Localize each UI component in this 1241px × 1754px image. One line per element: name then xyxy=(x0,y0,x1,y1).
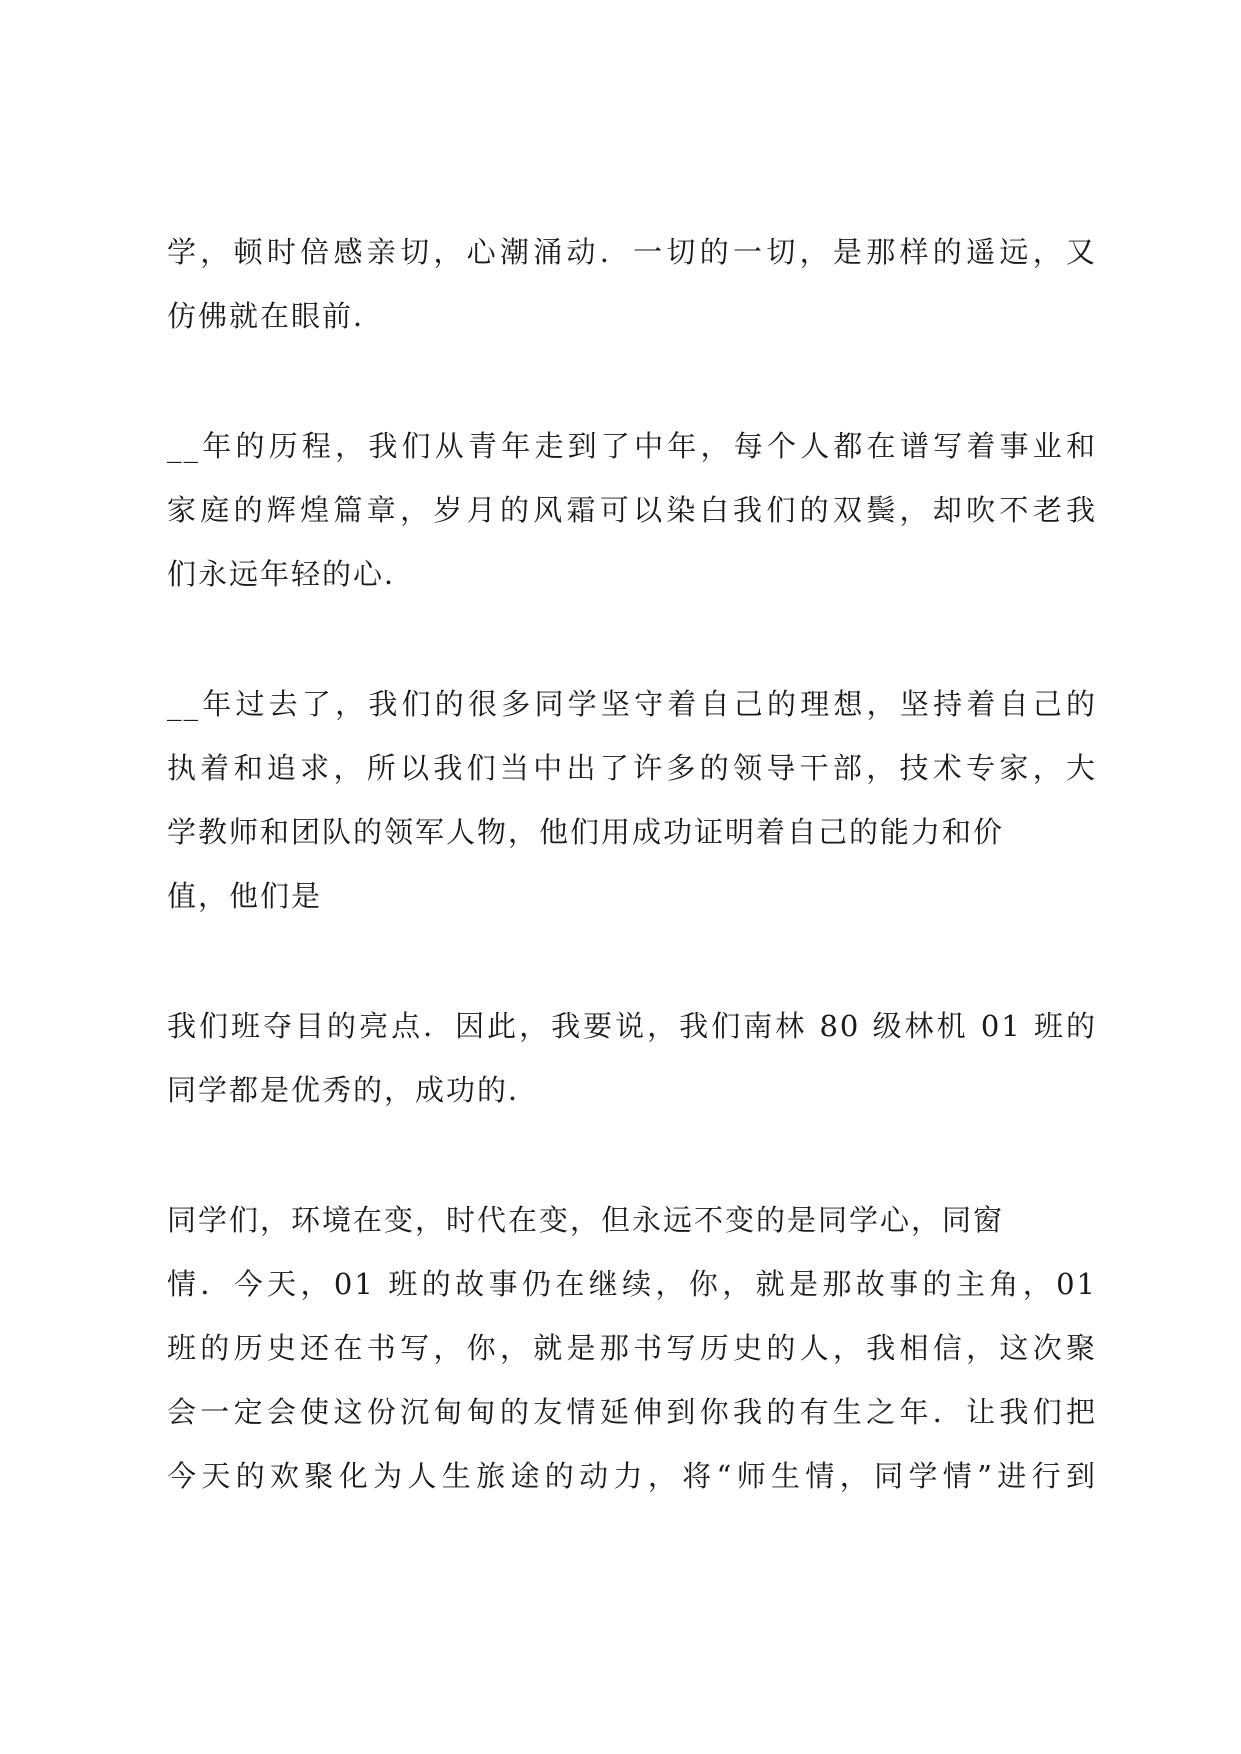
text-line: 班的历史还在书写，你，就是那书写历史的人，我相信，这次聚 xyxy=(167,1331,1097,1365)
paragraph-5 xyxy=(167,1188,1097,1508)
text-line: 今天的欢聚化为人生旅途的动力，将“师生情，同学情”进行到 xyxy=(167,1459,1097,1493)
paragraph-1 xyxy=(167,220,1097,348)
paragraph-gap xyxy=(167,606,1097,672)
text-line: 们永远年轻的心． xyxy=(167,557,416,591)
text-line: __年的历程，我们从青年走到了中年，每个人都在谱写着事业和 xyxy=(167,429,1097,463)
text-line: 情．今天，01 班的故事仍在继续，你，就是那故事的主角，01 xyxy=(167,1267,1097,1301)
text-line: 学，顿时倍感亲切，心潮涌动．一切的一切，是那样的遥远，又 xyxy=(167,235,1097,269)
paragraph-gap xyxy=(167,928,1097,994)
paragraph-2 xyxy=(167,414,1097,606)
text-line: 会一定会使这份沉甸甸的友情延伸到你我的有生之年．让我们把 xyxy=(167,1395,1097,1429)
paragraph-3 xyxy=(167,672,1097,928)
text-line: 值，他们是 xyxy=(167,879,323,913)
paragraph-4 xyxy=(167,994,1097,1122)
text-line: 仿佛就在眼前． xyxy=(167,299,385,333)
text-line: 同学都是优秀的，成功的． xyxy=(167,1073,540,1107)
text-line: 执着和追求，所以我们当中出了许多的领导干部，技术专家，大 xyxy=(167,751,1097,785)
paragraph-gap xyxy=(167,1122,1097,1188)
paragraph-gap xyxy=(167,348,1097,414)
text-line: 我们班夺目的亮点．因此，我要说，我们南林 80 级林机 01 班的 xyxy=(167,1009,1097,1043)
document-body xyxy=(167,220,1097,1508)
text-line: 学教师和团队的领军人物，他们用成功证明着自己的能力和价 xyxy=(167,815,1005,849)
text-line: __年过去了，我们的很多同学坚守着自己的理想，坚持着自己的 xyxy=(167,687,1097,721)
text-line: 家庭的辉煌篇章，岁月的风霜可以染白我们的双鬓，却吹不老我 xyxy=(167,493,1097,527)
text-line: 同学们，环境在变，时代在变，但永远不变的是同学心，同窗 xyxy=(167,1203,1005,1237)
